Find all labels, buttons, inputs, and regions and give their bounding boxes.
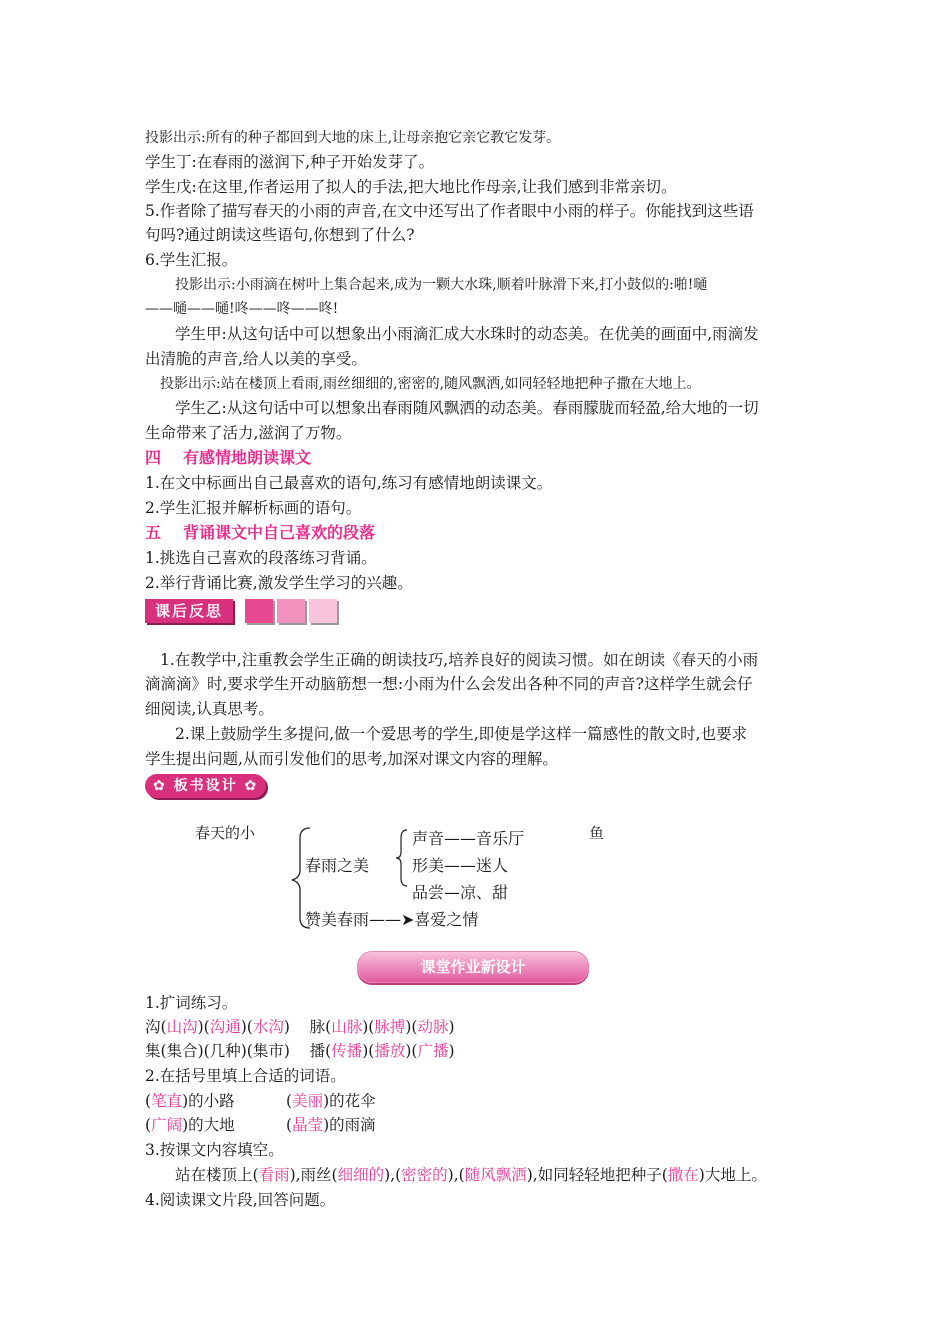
text: ),如同轻轻地把种子(: [526, 1166, 668, 1184]
answer: 播放: [374, 1042, 406, 1060]
question: 1.扩词练习。: [145, 994, 238, 1012]
text-line: 投影出示:所有的种子都回到大地的床上,让母亲抱它亲它教它发芽。: [145, 130, 561, 146]
answer: 集市: [252, 1042, 284, 1060]
question: 3.按课文内容填空。: [145, 1141, 284, 1159]
banner-label: 课后反思: [145, 599, 233, 623]
text-line: 投影出示:站在楼顶上看雨,雨丝细细的,密密的,随风飘洒,如同轻轻地把种子撒在大地上。: [160, 376, 701, 392]
text-line: 6.学生汇报。: [145, 251, 238, 269]
answer: 沟通: [209, 1018, 241, 1036]
answer-row: (美丽)的花伞: [286, 1092, 376, 1110]
answer: 看雨: [258, 1166, 290, 1184]
answer-row: (笔直)的小路: [145, 1092, 235, 1110]
section-title: 有感情地朗读课文: [183, 448, 312, 467]
section-heading: [145, 447, 311, 469]
answer: 随风飘洒: [464, 1166, 527, 1184]
text-line: 学生提出问题,从而引发他们的思考,加深对课文内容的理解。: [145, 750, 558, 768]
answer: 密密的: [401, 1166, 448, 1184]
text-line: 学生丁:在春雨的滋润下,种子开始发芽了。: [145, 153, 435, 171]
answer: 细细的: [337, 1166, 385, 1184]
board-title-end: 鱼: [589, 824, 605, 842]
answer-row: 沟(山沟)(沟通)(水沟) 脉(山脉)(脉搏)(动脉): [145, 1018, 455, 1036]
question: 4.阅读课文片段,回答问题。: [145, 1191, 336, 1209]
phrase: 的花伞: [329, 1092, 376, 1110]
answer: 撒在: [667, 1166, 699, 1184]
text-line: 2.课上鼓励学生多提问,做一个爱思考的学生,即使是学这样一篇感性的散文时,也要求: [175, 725, 748, 743]
board-branch: 赞美春雨——➤喜爱之情: [305, 910, 479, 929]
word: 沟: [145, 1018, 161, 1036]
board-item: 形美——迷人: [412, 856, 509, 875]
text-line: 出清脆的声音,给人以美的享受。: [145, 350, 367, 368]
board-branch: 春雨之美: [305, 856, 370, 875]
answer: 传播: [331, 1042, 363, 1060]
text-line: 2.学生汇报并解析标画的语句。: [145, 499, 362, 517]
star-icon: ✿: [153, 778, 174, 794]
text-line: 句吗?通过朗读这些语句,你想到了什么?: [145, 226, 415, 244]
section-number: 四: [145, 448, 162, 467]
answer: 脉搏: [374, 1018, 406, 1036]
reflection-banner: [145, 599, 337, 623]
answer: 几种: [209, 1042, 241, 1060]
section-title: 背诵课文中自己喜欢的段落: [183, 523, 376, 542]
text-line: 生命带来了活力,滋润了万物。: [145, 424, 352, 442]
answer-row: 集(集合)(几种)(集市) 播(传播)(播放)(广播): [145, 1042, 455, 1060]
answer: 广播: [417, 1042, 449, 1060]
answer: 晶莹: [292, 1116, 324, 1134]
phrase: 的雨滴: [329, 1116, 376, 1134]
text-line: 滴滴滴》时,要求学生开动脑筋想一想:小雨为什么会发出各种不同的声音?这样学生就会仔: [145, 675, 753, 693]
text-line: 学生戊:在这里,作者运用了拟人的手法,把大地比作母亲,让我们感到非常亲切。: [145, 178, 677, 196]
homework-banner: 课堂作业新设计: [357, 951, 589, 983]
word: 脉: [309, 1018, 326, 1036]
text-line: 投影出示:小雨滴在树叶上集合起来,成为一颗大水珠,顺着叶脉滑下来,打小鼓似的:啪!嗵: [175, 277, 708, 293]
section-heading: [145, 522, 375, 544]
answer: 水沟: [252, 1018, 284, 1036]
board-item: 声音——音乐厅: [412, 829, 525, 848]
text-line: 学生甲:从这句话中可以想象出小雨滴汇成大水珠时的动态美。在优美的画面中,雨滴发: [175, 325, 759, 343]
word: 播: [309, 1042, 326, 1060]
answer: 笔直: [151, 1092, 183, 1110]
text: 站在楼顶上(: [175, 1166, 259, 1184]
answer: 山沟: [166, 1018, 198, 1036]
banner-square: [245, 599, 273, 623]
board-brace: [393, 826, 409, 890]
banner-square: [277, 599, 305, 623]
text: ),(: [384, 1166, 402, 1184]
text: ),(: [447, 1166, 465, 1184]
answer-row: (晶莹)的雨滴: [286, 1116, 376, 1134]
banner-label: 板书设计: [173, 778, 238, 794]
banner-square: [309, 599, 337, 623]
answer: 集合: [166, 1042, 198, 1060]
text-line: ——嗵——嗵!咚——咚——咚!: [145, 301, 339, 317]
answer: 动脉: [417, 1018, 449, 1036]
phrase: 的小路: [188, 1092, 235, 1110]
text-line: 1.在文中标画出自己最喜欢的语句,练习有感情地朗读课文。: [145, 474, 553, 492]
board-item: 品尝—凉、甜: [412, 883, 509, 902]
text-line: 1.在教学中,注重教会学生正确的朗读技巧,培养良好的阅读习惯。如在朗读《春天的小雨: [160, 651, 759, 669]
text: ),雨丝(: [289, 1166, 338, 1184]
answer: 美丽: [292, 1092, 324, 1110]
answer-row: (广阔)的大地: [145, 1116, 235, 1134]
text-line: 5.作者除了描写春天的小雨的声音,在文中还写出了作者眼中小雨的样子。你能找到这些语: [145, 202, 754, 220]
answer-row: [175, 1164, 767, 1186]
text-line: 细阅读,认真思考。: [145, 700, 274, 718]
board-banner: [145, 774, 266, 798]
answer: 广阔: [151, 1116, 183, 1134]
text-line: 2.举行背诵比赛,激发学生学习的兴趣。: [145, 574, 413, 592]
text-line: 学生乙:从这句话中可以想象出春雨随风飘洒的动态美。春雨朦胧而轻盈,给大地的一切: [175, 399, 759, 417]
word: 集: [145, 1042, 161, 1060]
board-title: 春天的小: [195, 824, 256, 842]
text-line: 1.挑选自己喜欢的段落练习背诵。: [145, 549, 377, 567]
question: 2.在括号里填上合适的词语。: [145, 1067, 346, 1085]
answer: 山脉: [331, 1018, 363, 1036]
phrase: 的大地: [188, 1116, 235, 1134]
section-number: 五: [145, 523, 162, 542]
star-icon: ✿: [237, 778, 259, 794]
text: )大地上。: [698, 1166, 767, 1184]
